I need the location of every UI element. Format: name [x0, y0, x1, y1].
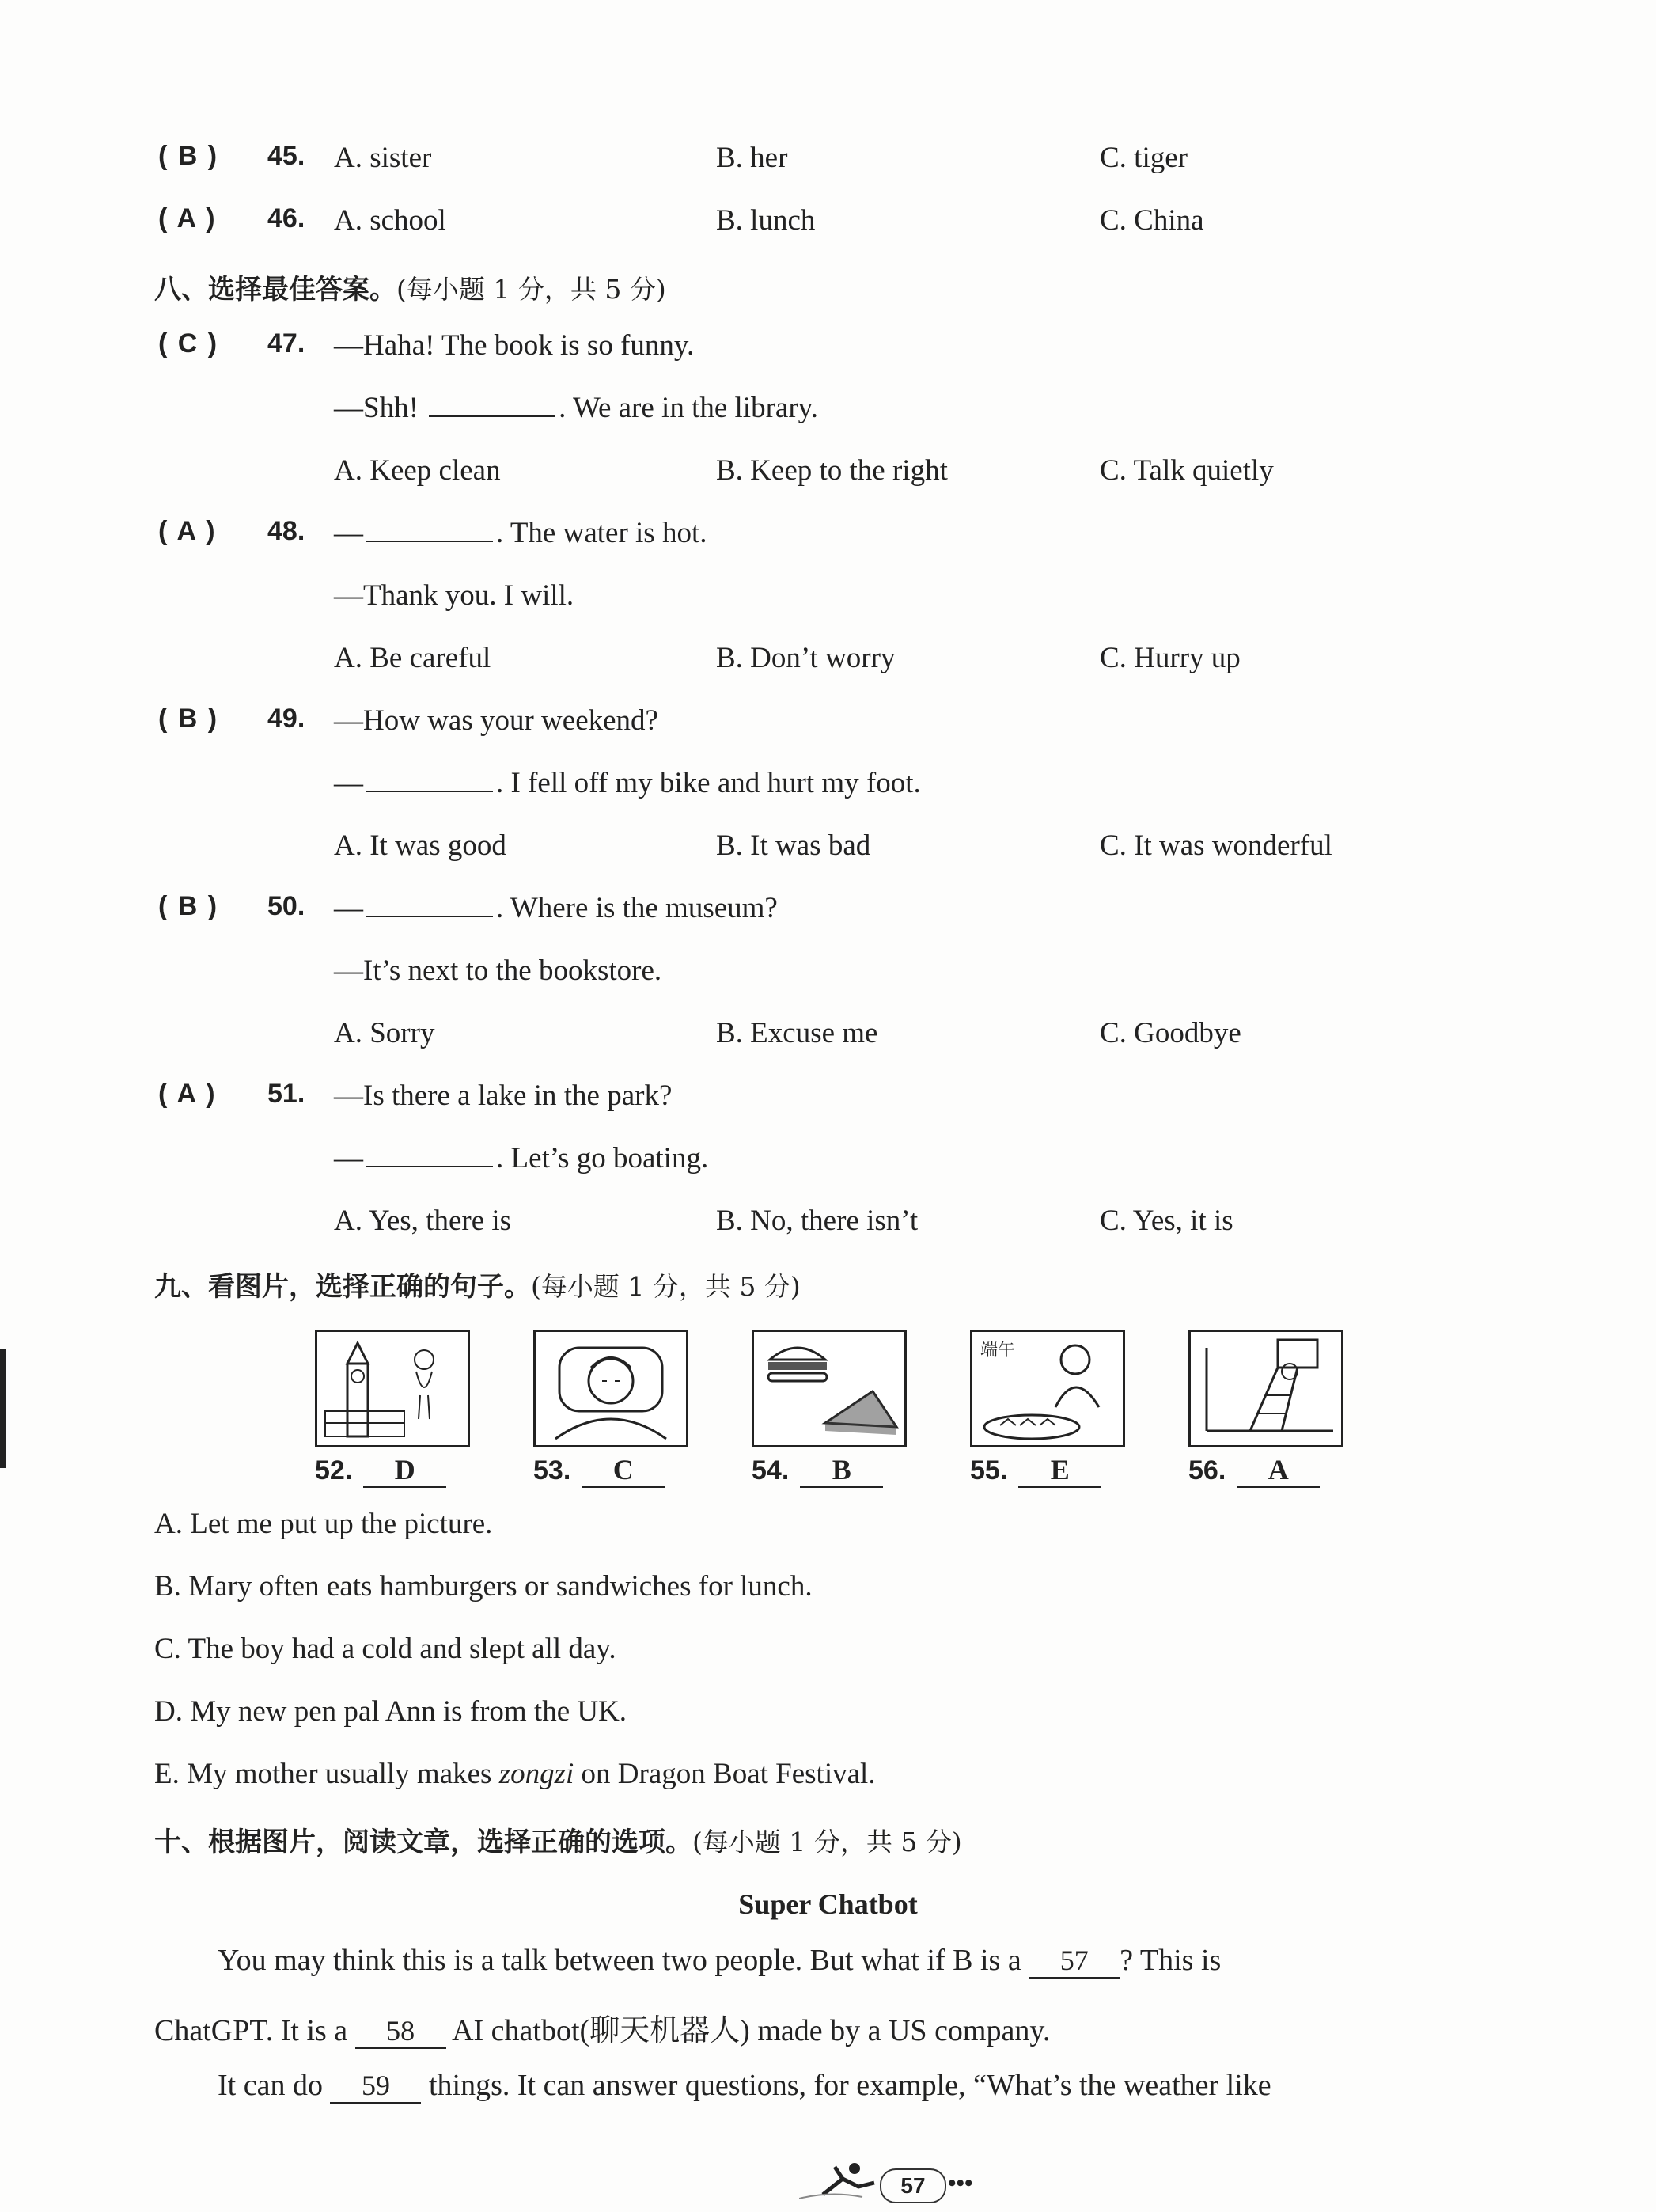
dialogue-line: —Haha! The book is so funny.	[334, 329, 695, 362]
option-a: A. school	[334, 204, 446, 237]
question-number: 47.	[267, 328, 305, 359]
option-b: B. her	[716, 142, 788, 174]
blank-59: 59	[330, 2069, 421, 2104]
answer-51: A	[176, 1079, 197, 1109]
question-47-options	[0, 453, 1656, 509]
option-c: C. Yes, it is	[1100, 1205, 1233, 1237]
dragon-boat-label: 端午	[980, 1341, 1016, 1360]
answer-49: B	[177, 704, 199, 734]
section-9-heading: 九、看图片，选择正确的句子。(每小题 1 分，共 5 分)	[154, 1271, 801, 1303]
option-b: B. Excuse me	[716, 1017, 878, 1049]
passage-line-3: It can do 59 things. It can answer questions, for example, “What’s the weather like	[218, 2069, 1271, 2102]
dialogue-line: —Is there a lake in the park?	[334, 1079, 673, 1112]
question-number: 48.	[267, 516, 305, 546]
dialogue-line: — . The water is hot.	[334, 517, 707, 549]
option-b: B. Don’t worry	[716, 642, 896, 674]
hamburger-icon	[754, 1332, 904, 1445]
option-b: B. Keep to the right	[716, 454, 948, 487]
answer-50: B	[177, 891, 199, 921]
page-number-dots-icon: •••	[948, 2170, 973, 2196]
option-c: C. China	[1100, 204, 1204, 237]
option-a: A. Keep clean	[334, 454, 501, 487]
answer-52: 52. D	[315, 1453, 446, 1488]
answer-46: A	[176, 203, 197, 233]
answer-56: 56. A	[1188, 1453, 1320, 1488]
question-50-options	[0, 1016, 1656, 1072]
sentence-option-b: B. Mary often eats hamburgers or sandwiches for lunch.	[154, 1570, 813, 1603]
question-number: 45.	[267, 141, 305, 171]
zongzi-making-icon	[972, 1332, 1123, 1445]
blank	[366, 892, 493, 917]
question-48-options	[0, 641, 1656, 696]
ladder-picture-icon	[1191, 1332, 1341, 1445]
big-ben-icon	[317, 1332, 468, 1445]
blank	[366, 767, 493, 792]
sick-boy-icon	[536, 1332, 686, 1445]
option-b: B. lunch	[716, 204, 816, 237]
picture-ladder	[1188, 1330, 1343, 1447]
answer-47: C	[177, 328, 199, 359]
sentence-option-a: A. Let me put up the picture.	[154, 1508, 493, 1540]
dialogue-line: — . Where is the museum?	[334, 892, 778, 924]
answer-45: B	[177, 141, 199, 171]
section-8-heading: 八、选择最佳答案。(每小题 1 分，共 5 分)	[154, 274, 666, 305]
dialogue-line: — . I fell off my bike and hurt my foot.	[334, 767, 921, 799]
answer-53: 53. C	[533, 1453, 665, 1488]
running-figure-icon	[799, 2159, 878, 2203]
dialogue-line: — . Let’s go boating.	[334, 1142, 709, 1174]
question-number: 51.	[267, 1079, 305, 1109]
blank-57: 57	[1029, 1944, 1120, 1979]
dialogue-line: —It’s next to the bookstore.	[334, 954, 662, 987]
option-a: A. Yes, there is	[334, 1205, 512, 1237]
passage-title: Super Chatbot	[738, 1888, 918, 1920]
blank	[366, 517, 493, 542]
section-10-heading: 十、根据图片，阅读文章，选择正确的选项。(每小题 1 分，共 5 分)	[154, 1827, 962, 1858]
answer-55: 55. E	[970, 1453, 1101, 1488]
option-a: A. Be careful	[334, 642, 491, 674]
passage-line-2: ChatGPT. It is a 58 AI chatbot(聊天机器人) made by a US company.	[154, 2014, 1051, 2047]
question-51-options	[0, 1204, 1656, 1259]
dialogue-line: —Thank you. I will.	[334, 579, 574, 612]
option-a: A. It was good	[334, 829, 506, 862]
question-48: ( A ) 48. — . The water is hot.	[158, 516, 707, 549]
blank	[366, 1142, 493, 1167]
blank-58: 58	[355, 2014, 446, 2049]
sentence-option-c: C. The boy had a cold and slept all day.	[154, 1633, 616, 1665]
question-50: ( B ) 50. — . Where is the museum?	[158, 891, 778, 924]
dialogue-line: —Shh! . We are in the library.	[334, 392, 818, 424]
option-a: A. sister	[334, 142, 432, 174]
blank	[429, 392, 555, 417]
option-c: C. Goodbye	[1100, 1017, 1241, 1049]
sentence-option-e: E. My mother usually makes zongzi on Dragon Boat Festival.	[154, 1758, 876, 1790]
question-46: ( A ) 46. A. school B. lunch C. China	[158, 203, 1204, 237]
picture-hamburger-sandwich	[752, 1330, 907, 1447]
sentence-option-d: D. My new pen pal Ann is from the UK.	[154, 1695, 627, 1728]
question-47: ( C ) 47. —Haha! The book is so funny.	[158, 328, 695, 362]
question-47-line2	[0, 391, 1656, 446]
option-a: A. Sorry	[334, 1017, 435, 1049]
question-45: ( B ) 45. A. sister B. her C. tiger	[158, 141, 1188, 174]
option-c: C. It was wonderful	[1100, 829, 1332, 862]
binding-mark	[0, 1349, 6, 1468]
page-number: 57	[880, 2168, 946, 2203]
question-number: 50.	[267, 891, 305, 921]
question-51: ( A ) 51. —Is there a lake in the park?	[158, 1079, 673, 1112]
passage-line-1: You may think this is a talk between two people. But what if B is a 57 ? This is	[218, 1944, 1222, 1977]
question-49-options	[0, 829, 1656, 884]
question-number: 49.	[267, 704, 305, 734]
picture-big-ben-girl	[315, 1330, 470, 1447]
picture-sick-boy	[533, 1330, 688, 1447]
answer-48: A	[176, 516, 197, 546]
dialogue-line: —How was your weekend?	[334, 704, 658, 737]
option-b: B. It was bad	[716, 829, 871, 862]
option-b: B. No, there isn’t	[716, 1205, 919, 1237]
option-c: C. Hurry up	[1100, 642, 1241, 674]
picture-zongzi	[970, 1330, 1125, 1447]
option-c: C. Talk quietly	[1100, 454, 1274, 487]
option-c: C. tiger	[1100, 142, 1188, 174]
answer-54: 54. B	[752, 1453, 883, 1488]
question-number: 46.	[267, 203, 305, 233]
question-49: ( B ) 49. —How was your weekend?	[158, 704, 658, 737]
